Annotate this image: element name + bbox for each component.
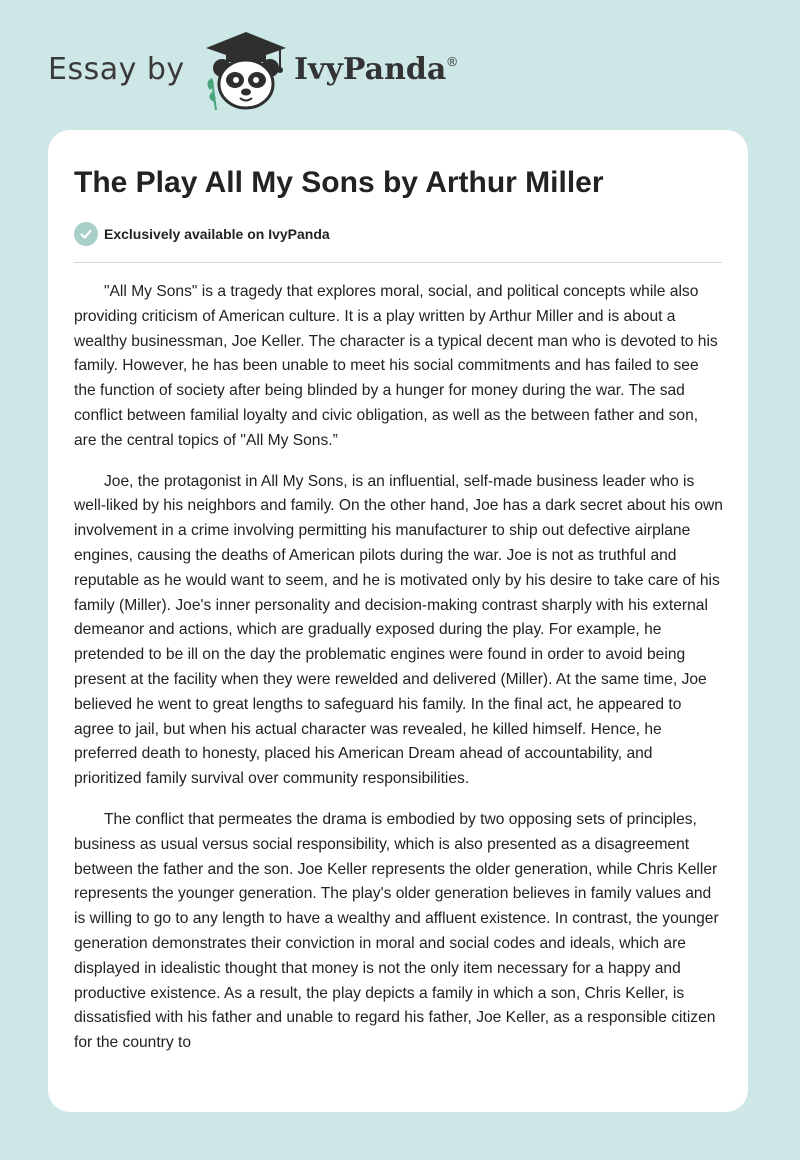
essay-by-label: Essay by — [48, 52, 185, 87]
registered-mark: ® — [447, 54, 457, 69]
page-title: The Play All My Sons by Arthur Miller — [74, 166, 604, 199]
brand-text: IvyPanda — [294, 52, 447, 87]
exclusive-badge — [74, 222, 330, 246]
paragraph: "All My Sons" is a tragedy that explores moral, social, and political concepts while also providing criticism of American culture. It is a play written by Arthur Miller and is about a wealthy businessman, Joe Keller. The character is a typical decent man who is devoted to his family. However, he has been unable to meet his social commitments and has failed to see the function of society after being blinded by a hunger for money during the war. The sad conflict between familial loyalty and civic obligation, as well as the between father and son, are the central topics of "All My Sons.” — [74, 283, 718, 449]
site-header — [0, 0, 800, 130]
check-icon — [74, 222, 98, 246]
essay-body — [74, 280, 724, 1090]
exclusive-badge-label: Exclusively available on IvyPanda — [104, 226, 330, 242]
paragraph: Joe, the protagonist in All My Sons, is an influential, self-made business leader who is well-liked by his neighbors and family. On the other hand, Joe has a dark secret about his own involvement in a crime involving permitting his manufacturer to ship out defective airplane engines, causing the deaths of American pilots during the war. Joe is not as truthful and reputable as he would want to seem, and he is motivated only by his desire to take care of his family (Miller). Joe's inner personality and decision-making contrast sharply with his external demeanor and actions, which are gradually exposed during the play. For example, he pretended to be ill on the day the problematic engines were found in order to avoid being present at the facility when they were rewelded and delivered (Miller). At the same time, Joe believed he went to great lengths to safeguard his family. In the final act, he appeared to agree to jail, but when his actual character was revealed, he killed himself. Hence, he preferred death to honesty, placed his American Dream ahead of accountability, and prioritized family survival over community responsibilities. — [74, 472, 723, 788]
brand-name[interactable] — [294, 52, 457, 87]
divider — [74, 262, 722, 263]
panda-graduate-logo-icon[interactable] — [200, 30, 292, 114]
essay-card — [48, 130, 748, 1112]
paragraph: The conflict that permeates the drama is embodied by two opposing sets of principles, business as usual versus social responsibility, which is also presented as a disagreement between the father and the son. Joe Keller represents the older generation, while Chris Keller represents the younger generation. The play's older generation believes in family values and is willing to go to any length to have a wealthy and affluent existence. In contrast, the younger generation demonstrates their conviction in moral and social codes and ideals, which are displayed in idealistic thought that money is not the only item necessary for a happy and productive existence. As a result, the play depicts a family in which a son, Chris Keller, is dissatisfied with his father and unable to regard his father, Joe Keller, as a responsible citizen for the country to — [74, 810, 719, 1052]
